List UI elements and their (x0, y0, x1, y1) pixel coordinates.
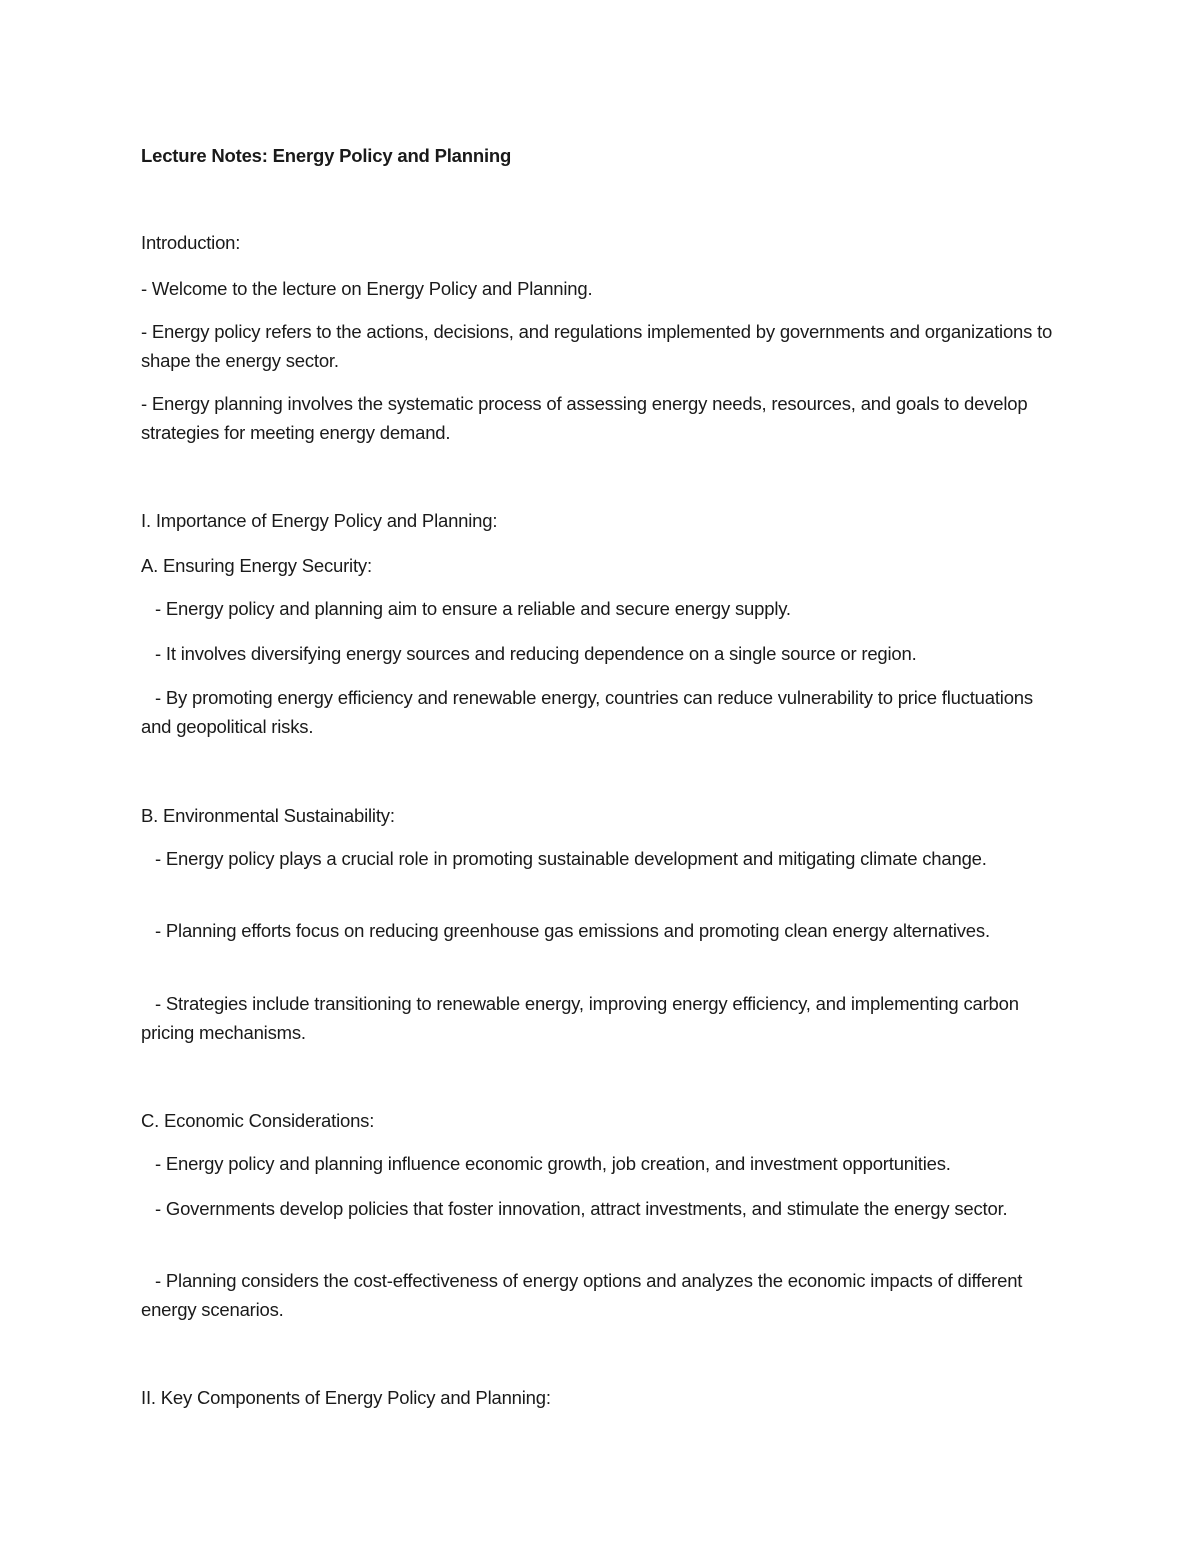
bullet-text: - Governments develop policies that foster innovation, attract investments, and stimulate the energy sector. (155, 1198, 1008, 1219)
bullet-text: - Energy policy plays a crucial role in promoting sustainable development and mitigating climate change. (155, 848, 987, 869)
subsection-c-bullet-1 (141, 1150, 1056, 1179)
bullet-text: - Energy policy and planning influence economic growth, job creation, and investment opportunities. (155, 1153, 951, 1174)
introduction-bullet-3: - Energy planning involves the systematic process of assessing energy needs, resources, and goals to develop strategies for meeting energy demand. (141, 393, 1028, 443)
bullet-text: - By promoting energy efficiency and renewable energy, countries can reduce vulnerability to price fluctuations and geopolitical risks. (141, 687, 1033, 737)
subsection-b-bullet-2 (141, 917, 1056, 946)
subsection-b-bullet-1 (141, 845, 1056, 874)
bullet-text: - Strategies include transitioning to renewable energy, improving energy efficiency, and implementing carbon pricing mechanisms. (141, 993, 1019, 1043)
introduction-heading: Introduction: (141, 232, 241, 253)
document-title: Lecture Notes: Energy Policy and Planning (141, 145, 512, 166)
subsection-c-bullet-2 (141, 1195, 1056, 1224)
bullet-text: - Energy policy and planning aim to ensure a reliable and secure energy supply. (155, 598, 791, 619)
subsection-a-bullet-1 (141, 595, 1056, 624)
subsection-b-bullet-3 (141, 990, 1056, 1047)
introduction-bullet-1: - Welcome to the lecture on Energy Policy and Planning. (141, 278, 593, 299)
introduction-bullet-2: - Energy policy refers to the actions, decisions, and regulations implemented by governments and organizations to shape the energy sector. (141, 321, 1053, 371)
section-2-heading: II. Key Components of Energy Policy and Planning: (141, 1387, 551, 1408)
subsection-c-heading: C. Economic Considerations: (141, 1110, 375, 1131)
subsection-b-heading: B. Environmental Sustainability: (141, 805, 395, 826)
bullet-text: - Planning efforts focus on reducing greenhouse gas emissions and promoting clean energy alternatives. (155, 920, 990, 941)
section-1-heading: I. Importance of Energy Policy and Planning: (141, 510, 498, 531)
subsection-a-bullet-3 (141, 684, 1056, 741)
bullet-text: - Planning considers the cost-effectiveness of energy options and analyzes the economic impacts of different energy scenarios. (141, 1270, 1023, 1320)
subsection-c-bullet-3 (141, 1267, 1056, 1324)
bullet-text: - It involves diversifying energy sources and reducing dependence on a single source or region. (155, 643, 917, 664)
subsection-a-heading: A. Ensuring Energy Security: (141, 555, 372, 576)
subsection-a-bullet-2 (141, 640, 1056, 669)
